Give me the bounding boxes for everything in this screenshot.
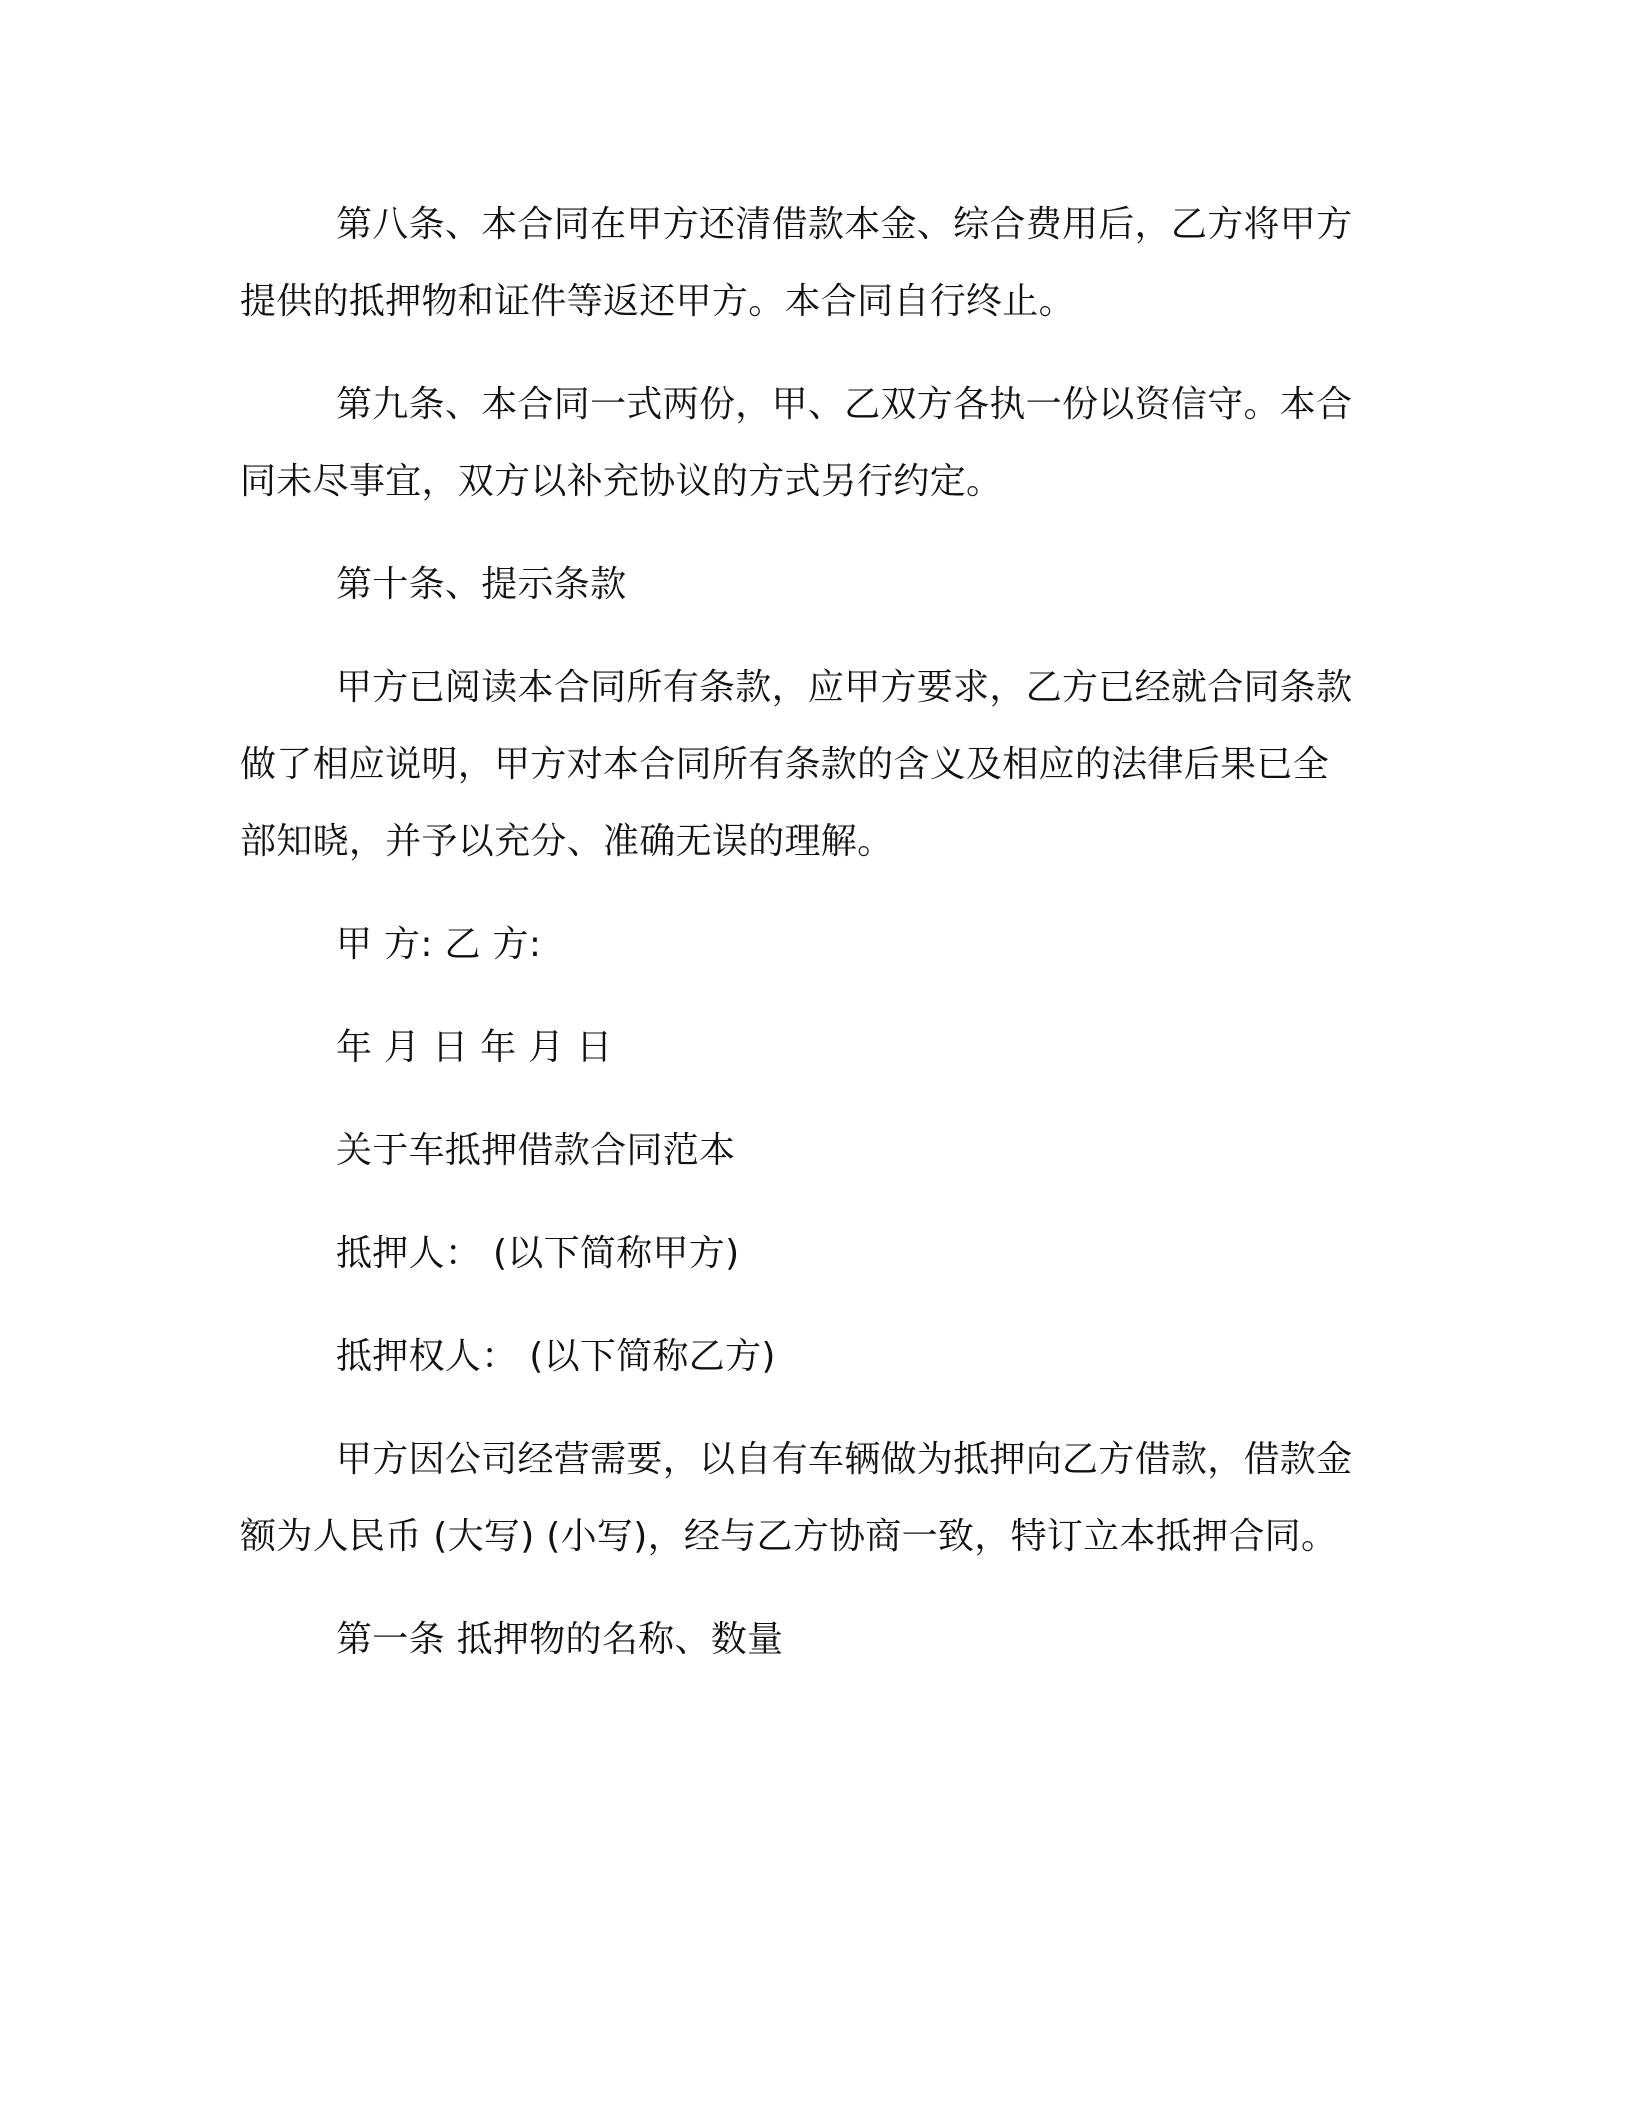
text-line: 抵押权人： (以下简称乙方)	[336, 1336, 776, 1377]
signature-parties	[240, 906, 1380, 983]
text-line: 抵押人： (以下简称甲方)	[336, 1233, 740, 1274]
mortgagee-line	[240, 1318, 1380, 1395]
paragraph-preamble	[240, 1421, 1380, 1575]
signature-dates	[240, 1009, 1380, 1086]
paragraph-article-9	[240, 366, 1380, 520]
text-line: 部知晓，并予以充分、准确无误的理解。	[240, 821, 894, 862]
paragraph-article-8	[240, 186, 1380, 340]
text-line: 关于车抵押借款合同范本	[336, 1130, 736, 1171]
text-line: 同未尽事宜，双方以补充协议的方式另行约定。	[240, 461, 1003, 502]
text-line: 甲方因公司经营需要，以自有车辆做为抵押向乙方借款，借款金	[336, 1439, 1353, 1480]
document-body	[240, 186, 1380, 1704]
text-line: 第八条、本合同在甲方还清借款本金、综合费用后，乙方将甲方	[336, 204, 1353, 245]
text-line: 年 月 日 年 月 日	[336, 1027, 613, 1068]
text-line: 甲 方: 乙 方:	[336, 924, 542, 965]
paragraph-article-1-heading	[240, 1601, 1380, 1678]
text-line: 第九条、本合同一式两份，甲、乙双方各执一份以资信守。本合	[336, 384, 1353, 425]
text-line: 甲方已阅读本合同所有条款，应甲方要求，乙方已经就合同条款	[336, 667, 1353, 708]
text-line: 提供的抵押物和证件等返还甲方。本合同自行终止。	[240, 281, 1075, 322]
paragraph-article-10-heading	[240, 546, 1380, 623]
text-line: 第十条、提示条款	[336, 564, 627, 605]
mortgagor-line	[240, 1215, 1380, 1292]
paragraph-article-10-body	[240, 649, 1380, 880]
text-line: 做了相应说明，甲方对本合同所有条款的含义及相应的法律后果已全	[240, 744, 1330, 785]
second-contract-title	[240, 1112, 1380, 1189]
text-line: 额为人民币 (大写) (小写)，经与乙方协商一致，特订立本抵押合同。	[240, 1516, 1338, 1557]
text-line: 第一条 抵押物的名称、数量	[336, 1619, 784, 1660]
